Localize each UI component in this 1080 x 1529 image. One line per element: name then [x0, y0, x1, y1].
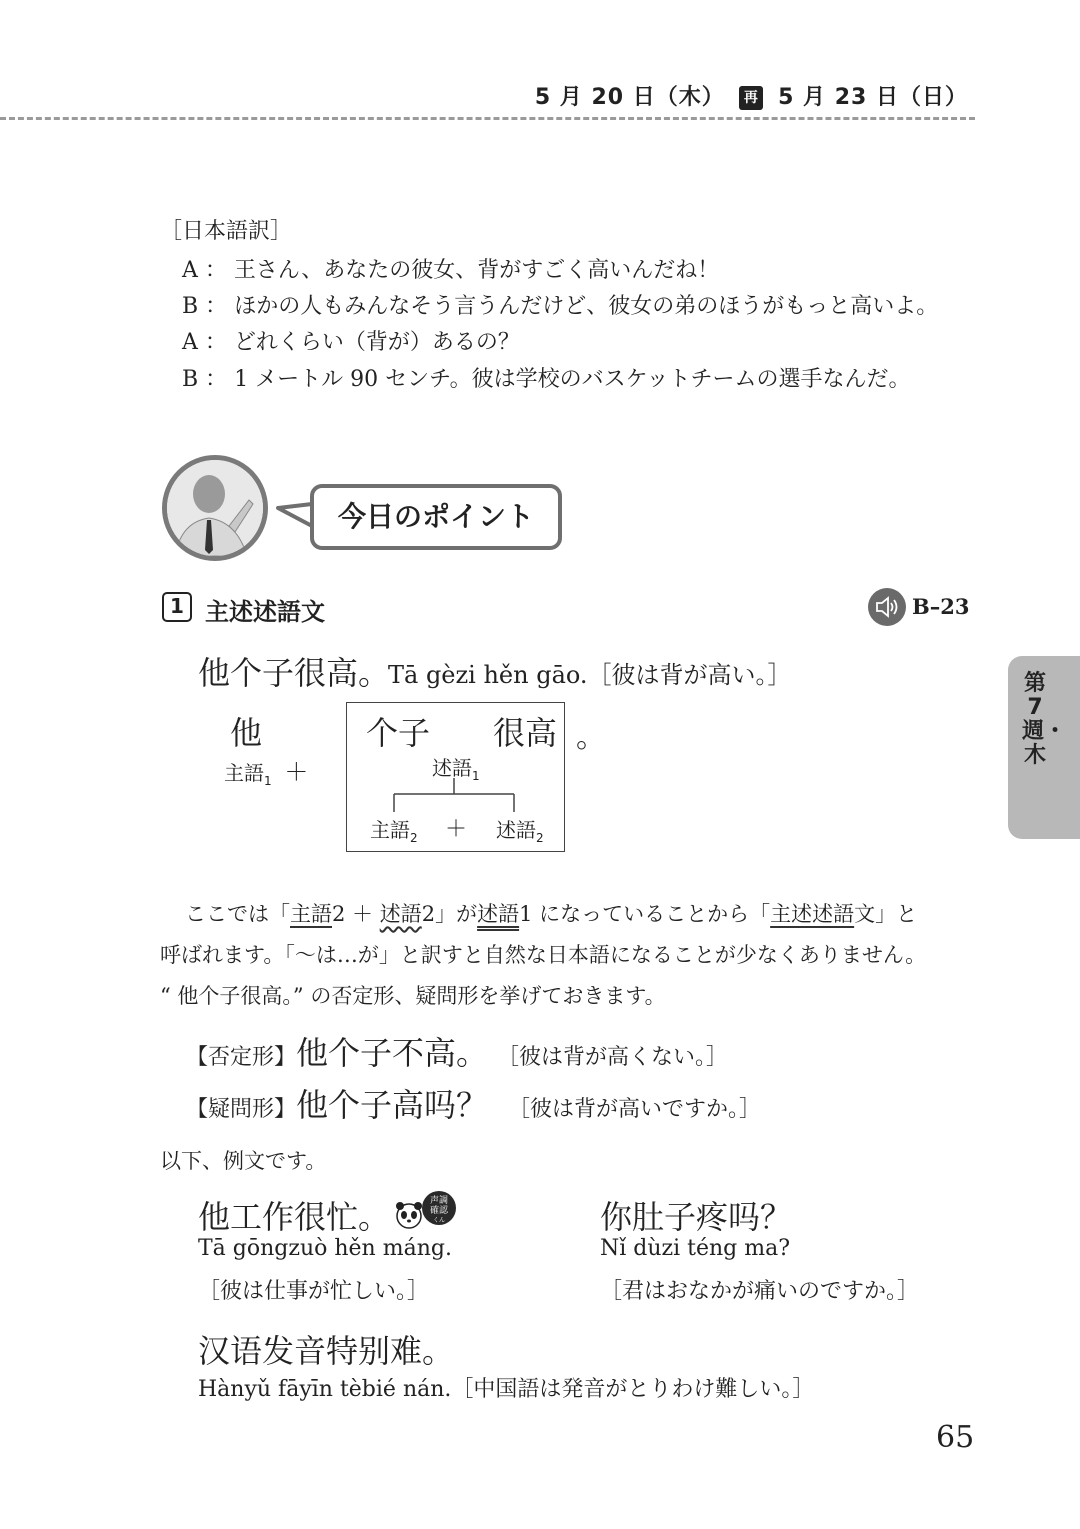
- main-example-reading: [388, 655, 792, 690]
- translation-line: B ： 1 メートル 90 センチ。彼は学校のバスケットチームの選手なんだ。: [182, 367, 911, 392]
- explanation-line-2: 呼ばれます。「〜は…が」と訳すと自然な日本語になることが少なくありません。: [160, 943, 927, 967]
- teacher-photo: [162, 455, 268, 561]
- explanation-line-3: “ 他个子很高。” の否定形、疑問形を挙げておきます。: [160, 984, 666, 1008]
- example-3-pinyin: Hànyǔ fāyīn tèbié nán.: [198, 1377, 452, 1402]
- negative-form: 【否定形】他个子不高。 ［彼は背が高くない。］: [186, 1034, 729, 1072]
- example-2-japanese: ［君はおなかが痛いのですか。］: [600, 1279, 920, 1304]
- main-example-chinese: 他个子很高。: [198, 654, 391, 692]
- diagram-ta: 他: [230, 714, 263, 752]
- chapter-side-tab-label: 第7週・木: [1022, 671, 1067, 768]
- point-bubble: 今日のポイント: [310, 484, 562, 550]
- review-mark: 再: [739, 86, 763, 110]
- example-1-chinese: 他工作很忙。: [198, 1198, 391, 1236]
- panda-label: 声調 確認 くん: [429, 1196, 448, 1224]
- header-dates: [535, 80, 968, 111]
- page-number: 65: [936, 1420, 975, 1455]
- speaker-icon[interactable]: [868, 588, 906, 626]
- example-3-reading: [198, 1372, 814, 1403]
- translation-line: A ： 王さん、あなたの彼女、背がすごく高いんだね！: [182, 258, 720, 283]
- date-end: 5 月 23 日（日）: [778, 85, 968, 110]
- diagram-subject-1: 主語$_1$ ＋: [224, 758, 309, 788]
- header-divider: [0, 117, 975, 120]
- example-1-japanese: ［彼は仕事が忙しい。］: [198, 1279, 430, 1304]
- date-start: 5 月 20 日（木）: [534, 85, 725, 110]
- example-3-chinese: 汉语发音特别难。: [198, 1332, 455, 1370]
- examples-intro: 以下、例文です。: [160, 1149, 327, 1173]
- translation-line: B ： ほかの人もみんなそう言うんだけど、彼女の弟のほうがもっと高いよ。: [182, 294, 939, 319]
- example-2-chinese: 你肚子疼吗？: [600, 1198, 793, 1236]
- explanation-line-1: ここでは「主語2 ＋ 述語2」が述語1 になっていることから「主述述語文」と: [185, 902, 918, 926]
- diagram-predicate-1: 述語$_1$: [432, 756, 480, 783]
- audio-track-label: B–23: [912, 594, 970, 619]
- translation-heading: ［日本語訳］: [160, 219, 293, 244]
- main-example-pinyin: Tā gèzi hěn gāo.: [388, 661, 588, 689]
- diagram-period: 。: [576, 720, 606, 755]
- main-example-japanese: ［彼は背が高い。］: [587, 661, 792, 689]
- diagram-subject-2: 主語$_2$: [370, 818, 418, 845]
- question-form: 【疑問形】他个子高吗？ ［彼は背が高いですか。］: [186, 1086, 762, 1124]
- example-1-pinyin: Tā gōngzuò hěn máng.: [198, 1236, 452, 1261]
- example-2-pinyin: Nǐ dùzi téng ma?: [600, 1236, 791, 1261]
- diagram-predicate-2: 述語$_2$: [496, 818, 544, 845]
- section-title: 主述述語文: [205, 598, 325, 626]
- diagram-plus: ＋: [445, 817, 468, 842]
- section-number: 1: [162, 592, 192, 622]
- diagram-tree-lines: [386, 778, 526, 814]
- translation-line: A ： どれくらい（背が）あるの？: [182, 330, 520, 355]
- diagram-gezi: 个子: [366, 714, 431, 752]
- diagram-hengao: 很高: [493, 714, 558, 752]
- example-3-japanese: ［中国語は発音がとりわけ難しい。］: [451, 1377, 815, 1402]
